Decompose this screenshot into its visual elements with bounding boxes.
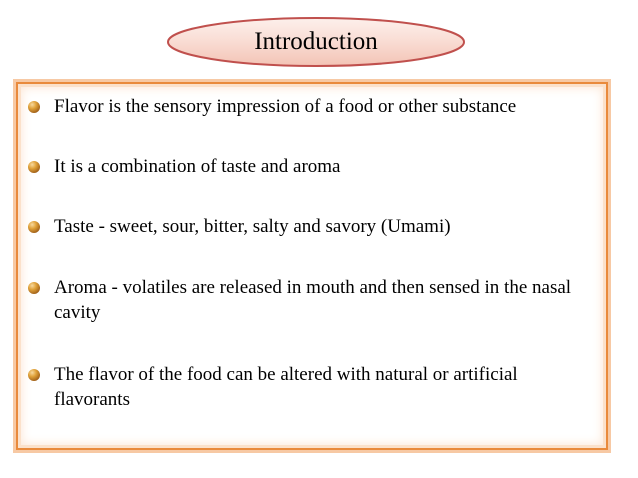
bullet-text: It is a combination of taste and aroma bbox=[54, 156, 341, 177]
sphere-bullet-icon bbox=[28, 101, 40, 113]
slide-title: Introduction bbox=[254, 28, 378, 55]
bullet-text: Aroma - volatiles are released in mouth and then sensed in the nasal cavity bbox=[54, 277, 572, 323]
bullet-text: Flavor is the sensory impression of a food or other substance bbox=[54, 96, 517, 117]
title-banner bbox=[166, 16, 466, 68]
sphere-bullet-icon bbox=[28, 161, 40, 173]
bullet-text: Taste - sweet, sour, bitter, salty and savory (Umami) bbox=[54, 216, 451, 237]
sphere-bullet-icon bbox=[28, 221, 40, 233]
bullet-text: The flavor of the food can be altered with natural or artificial flavorants bbox=[54, 364, 518, 410]
sphere-bullet-icon bbox=[28, 369, 40, 381]
sphere-bullet-icon bbox=[28, 282, 40, 294]
content-box bbox=[16, 82, 608, 450]
